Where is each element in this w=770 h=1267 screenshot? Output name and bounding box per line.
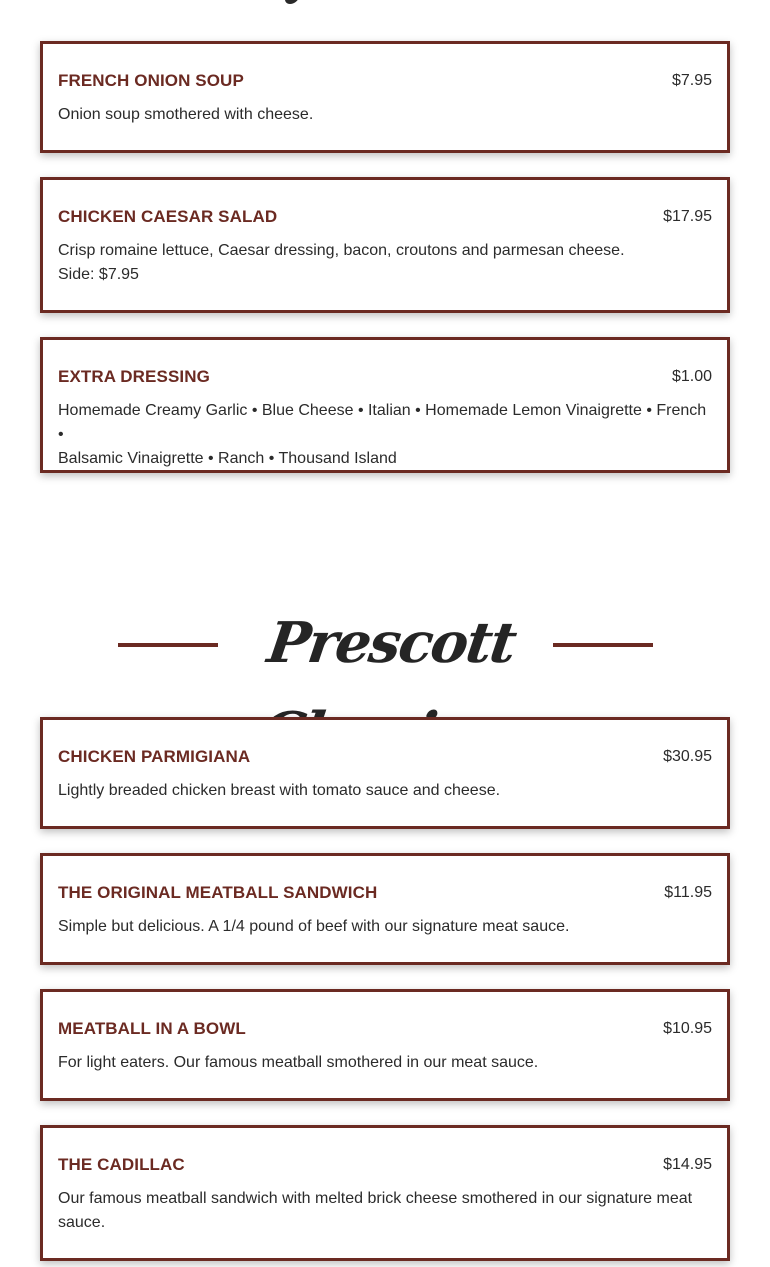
menu-item-title: EXTRA DRESSING (58, 367, 210, 386)
menu-item-description (58, 779, 712, 803)
menu-item-price: $7.95 (671, 72, 712, 89)
menu-item-card (40, 989, 730, 1101)
menu-item-description (58, 399, 712, 471)
menu-item-description (58, 103, 712, 127)
description-line: Simple but delicious. A 1/4 pound of beef with our signature meat sauce. (58, 918, 570, 935)
menu-item-price: $14.95 (663, 1156, 712, 1173)
cut-off-heading-fragment (283, 0, 301, 4)
description-line: sauce. (58, 1214, 106, 1231)
description-line: Side: $7.95 (58, 266, 139, 283)
menu-item-title: CHICKEN CAESAR SALAD (58, 207, 278, 226)
menu-item-card (40, 337, 730, 473)
description-line: Lightly breaded chicken breast with tomato sauce and cheese. (58, 782, 501, 799)
menu-item-title: CHICKEN PARMIGIANA (58, 747, 251, 766)
description-line: Crisp romaine lettuce, Caesar dressing, bacon, croutons and parmesan cheese. (58, 242, 625, 259)
menu-item-price: $30.95 (663, 748, 712, 765)
heading-divider-right (553, 643, 653, 647)
menu-item-description (58, 1187, 712, 1235)
menu-item-description (58, 239, 712, 287)
description-line: Onion soup smothered with cheese. (58, 106, 314, 123)
menu-item-description (58, 915, 712, 939)
menu-item-card (40, 853, 730, 965)
description-line: Balsamic Vinaigrette • Ranch • Thousand Island (58, 450, 397, 467)
menu-item-price: $17.95 (663, 208, 712, 225)
menu-item-price: $11.95 (664, 884, 712, 901)
menu-item-card (40, 41, 730, 153)
menu-item-description (58, 1051, 712, 1075)
menu-item-title: FRENCH ONION SOUP (58, 71, 244, 90)
description-line: For light eaters. Our famous meatball smothered in our meat sauce. (58, 1054, 539, 1071)
menu-item-title: MEATBALL IN A BOWL (58, 1019, 246, 1038)
heading-divider-left (118, 643, 218, 647)
menu-item-title: THE ORIGINAL MEATBALL SANDWICH (58, 883, 378, 902)
menu-item-card (40, 1125, 730, 1261)
section-title: Prescott (263, 610, 519, 676)
menu-item-title: THE CADILLAC (58, 1155, 185, 1174)
menu-item-price: $1.00 (671, 368, 712, 385)
menu-section-soups-salads (40, 41, 730, 497)
section-heading (0, 598, 770, 688)
menu-item-card (40, 717, 730, 829)
menu-item-card (40, 177, 730, 313)
description-line: Our famous meatball sandwich with melted brick cheese smothered in our signature meat (58, 1190, 693, 1207)
menu-section-classics (40, 717, 730, 1267)
description-line: Homemade Creamy Garlic • Blue Cheese • Italian • Homemade Lemon Vinaigrette • French • (58, 402, 707, 443)
menu-item-price: $10.95 (663, 1020, 712, 1037)
